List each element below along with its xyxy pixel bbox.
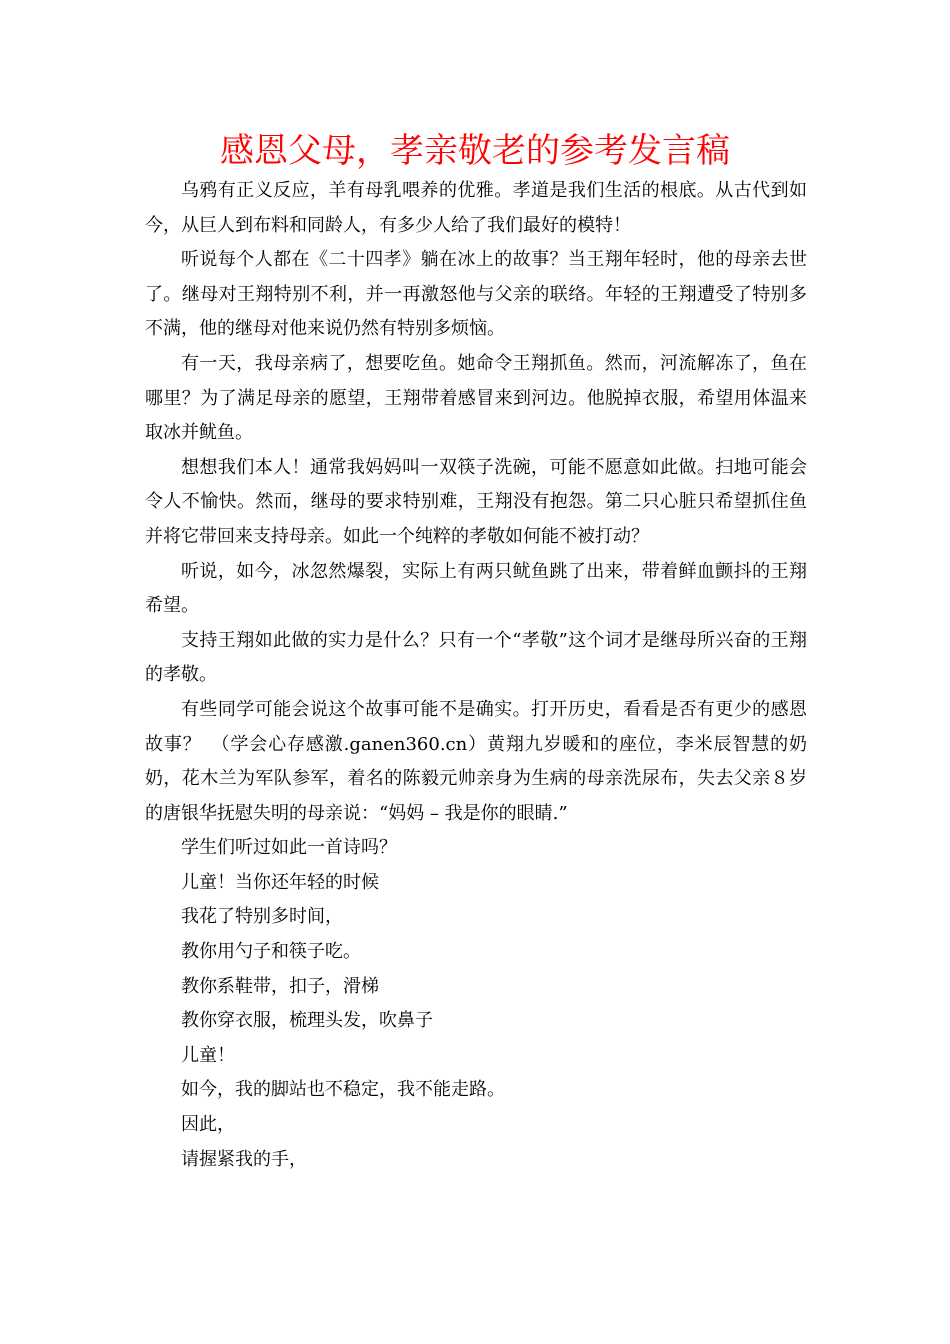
paragraph-3: 有一天，我母亲病了，想要吃鱼。她命令王翔抓鱼。然而，河流解冻了，鱼在哪里？为了满足母亲的愿望，王翔带着感冒来到河边。他脱掉衣服，希望用体温来取冰并鱿鱼。 [145,352,807,444]
paragraph-2: 听说每个人都在《二十四孝》躺在冰上的故事？当王翔年轻时，他的母亲去世了。继母对王翔特别不利，并一再激怒他与父亲的联络。年轻的王翔遭受了特别多不满，他的继母对他来说仍然有特别多烦恼。 [145,249,807,340]
poem-line-1: 学生们听过如此一首诗吗？ [181,837,397,859]
poem-line-8: 如今，我的脚站也不稳定，我不能走路。 [181,1079,505,1101]
paragraph-6: 支持王翔如此做的实力是什么？只有一个“孝敬”这个词才是继母所兴奋的王翔的孝敬。 [145,629,807,686]
poem-line-7: 儿童！ [181,1044,235,1066]
poem-line-6: 教你穿衣服，梳理头发，吹鼻子 [181,1010,433,1032]
document-title: 感恩父母，孝亲敬老的参考发言稿 [220,131,730,171]
paragraph-7: 有些同学可能会说这个故事可能不是确实。打开历史，看看是否有更少的感恩故事？ （学会心存感激.ganen360.cn）黄翔九岁暖和的座位，李米辰智慧的奶奶，花木兰为军队参军，着名的陈毅元帅亲身为生病的母亲洗尿布，失去父亲８岁的唐银华抚慰失明的母亲说：“妈妈 – 我是你的眼睛.” [145,698,807,824]
document-body [145,174,807,1177]
poem-line-4: 教你用勺子和筷子吃。 [181,941,361,963]
poem-line-5: 教你系鞋带，扣子，滑梯 [181,975,379,997]
poem-line-9: 因此， [181,1114,235,1136]
poem-line-2: 儿童！当你还年轻的时候 [181,871,379,893]
poem-line-10: 请握紧我的手， [181,1148,307,1170]
poem-line-3: 我花了特别多时间， [181,906,343,928]
paragraph-1: 乌鸦有正义反应，羊有母乳喂养的优雅。孝道是我们生活的根底。从古代到如今，从巨人到布料和同龄人，有多少人给了我们最好的模特！ [145,180,807,236]
paragraph-4: 想想我们本人！通常我妈妈叫一双筷子洗碗，可能不愿意如此做。扫地可能会令人不愉快。然而，继母的要求特别难，王翔没有抱怨。第二只心脏只希望抓住鱼并将它带回来支持母亲。如此一个纯粹的孝敬如何能不被打动？ [145,456,807,547]
paragraph-5: 听说，如今，冰忽然爆裂，实际上有两只鱿鱼跳了出来，带着鲜血颤抖的王翔希望。 [145,560,807,617]
